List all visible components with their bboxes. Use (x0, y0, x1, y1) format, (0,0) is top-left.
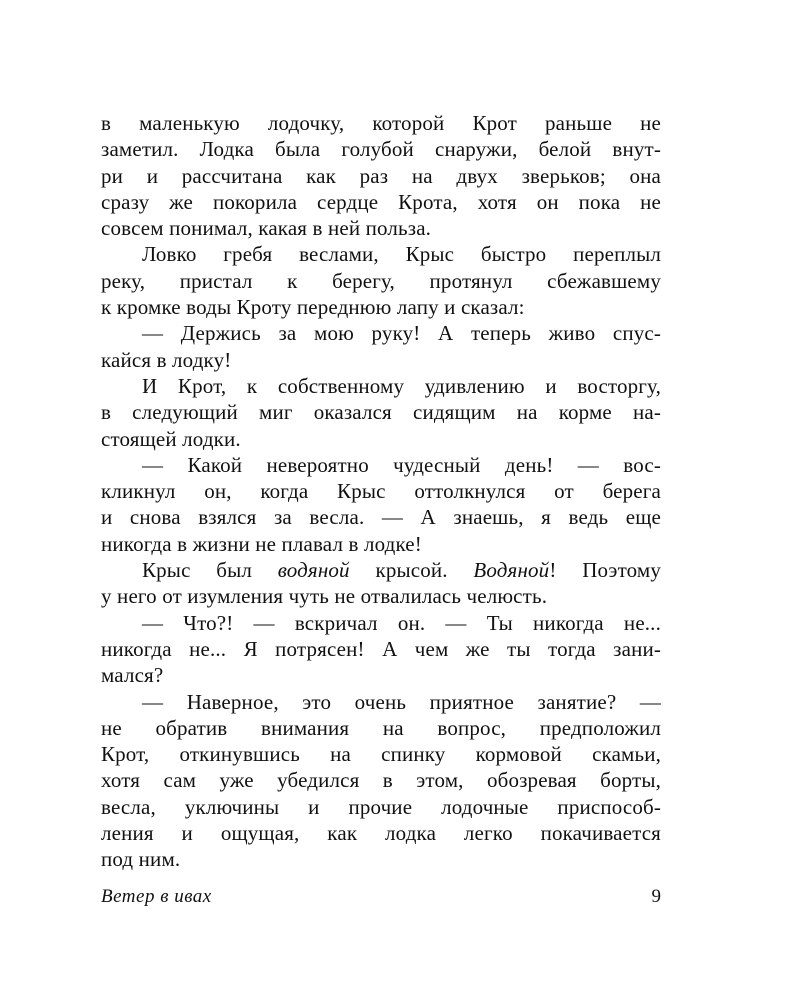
text-line: в следующий миг оказался сидящим на корме на- (101, 400, 661, 425)
text-line: под ним. (101, 847, 181, 872)
text-line: не обратив внимания на вопрос, предположил (101, 715, 661, 740)
text-line: Крот, откинувшись на спинку кормовой скамьи, (101, 742, 661, 767)
text-line: заметил. Лодка была голубой снаружи, белой внут- (101, 137, 661, 162)
page-footer (101, 886, 661, 912)
text-line: к кромке воды Кроту переднюю лапу и сказал: (101, 295, 525, 320)
text-segment: ! Поэтому (549, 558, 661, 583)
text-line: ления и ощущая, как лодка легко покачивается (101, 821, 661, 846)
text-line: — Что?! — вскричал он. — Ты никогда не... (142, 610, 661, 635)
text-line: сразу же покорила сердце Крота, хотя он пока не (101, 189, 661, 214)
text-segment: крысой. (349, 558, 474, 583)
text-line: никогда не... Я потрясен! А чем же ты тогда зани- (101, 636, 661, 661)
text-line: — Наверное, это очень приятное занятие? — (142, 689, 661, 714)
text-line: стоящей лодки. (101, 426, 241, 451)
text-line: реку, пристал к берегу, протянул сбежавшему (101, 268, 661, 293)
text-line: совсем понимал, какая в ней польза. (101, 216, 432, 241)
text-segment: Крыс был (142, 558, 278, 583)
text-line: в маленькую лодочку, которой Крот раньше не (101, 111, 661, 135)
text-line: и снова взялся за весла. — А знаешь, я ведь еще (101, 505, 661, 530)
text-line: никогда в жизни не плавал в лодке! (101, 531, 422, 556)
italic-word: Водяной (473, 558, 550, 583)
running-title: Ветер в ивах (101, 886, 212, 907)
text-line: у него от изумления чуть не отвалилась челюсть. (101, 584, 548, 609)
text-line: кайся в лодку! (101, 347, 232, 372)
italic-word: водяной (277, 558, 350, 583)
text-line: кликнул он, когда Крыс оттолкнулся от берега (101, 479, 661, 504)
text-line: весла, уключины и прочие лодочные приспособ- (101, 794, 661, 819)
text-line: — Какой невероятно чудесный день! — вос- (142, 452, 661, 477)
text-line: — Держись за мою руку! А теперь живо спус- (142, 321, 661, 346)
page-text (101, 110, 661, 873)
text-line: И Крот, к собственному удивлению и восторгу, (142, 373, 661, 398)
text-line: хотя сам уже убедился в этом, обозревая борты, (101, 768, 661, 793)
text-line: ри и рассчитана как раз на двух зверьков; она (101, 163, 661, 188)
text-line: мался? (101, 663, 164, 688)
text-line (101, 557, 661, 583)
page-number: 9 (651, 886, 661, 907)
text-line: Ловко гребя веслами, Крыс быстро переплыл (142, 242, 661, 267)
